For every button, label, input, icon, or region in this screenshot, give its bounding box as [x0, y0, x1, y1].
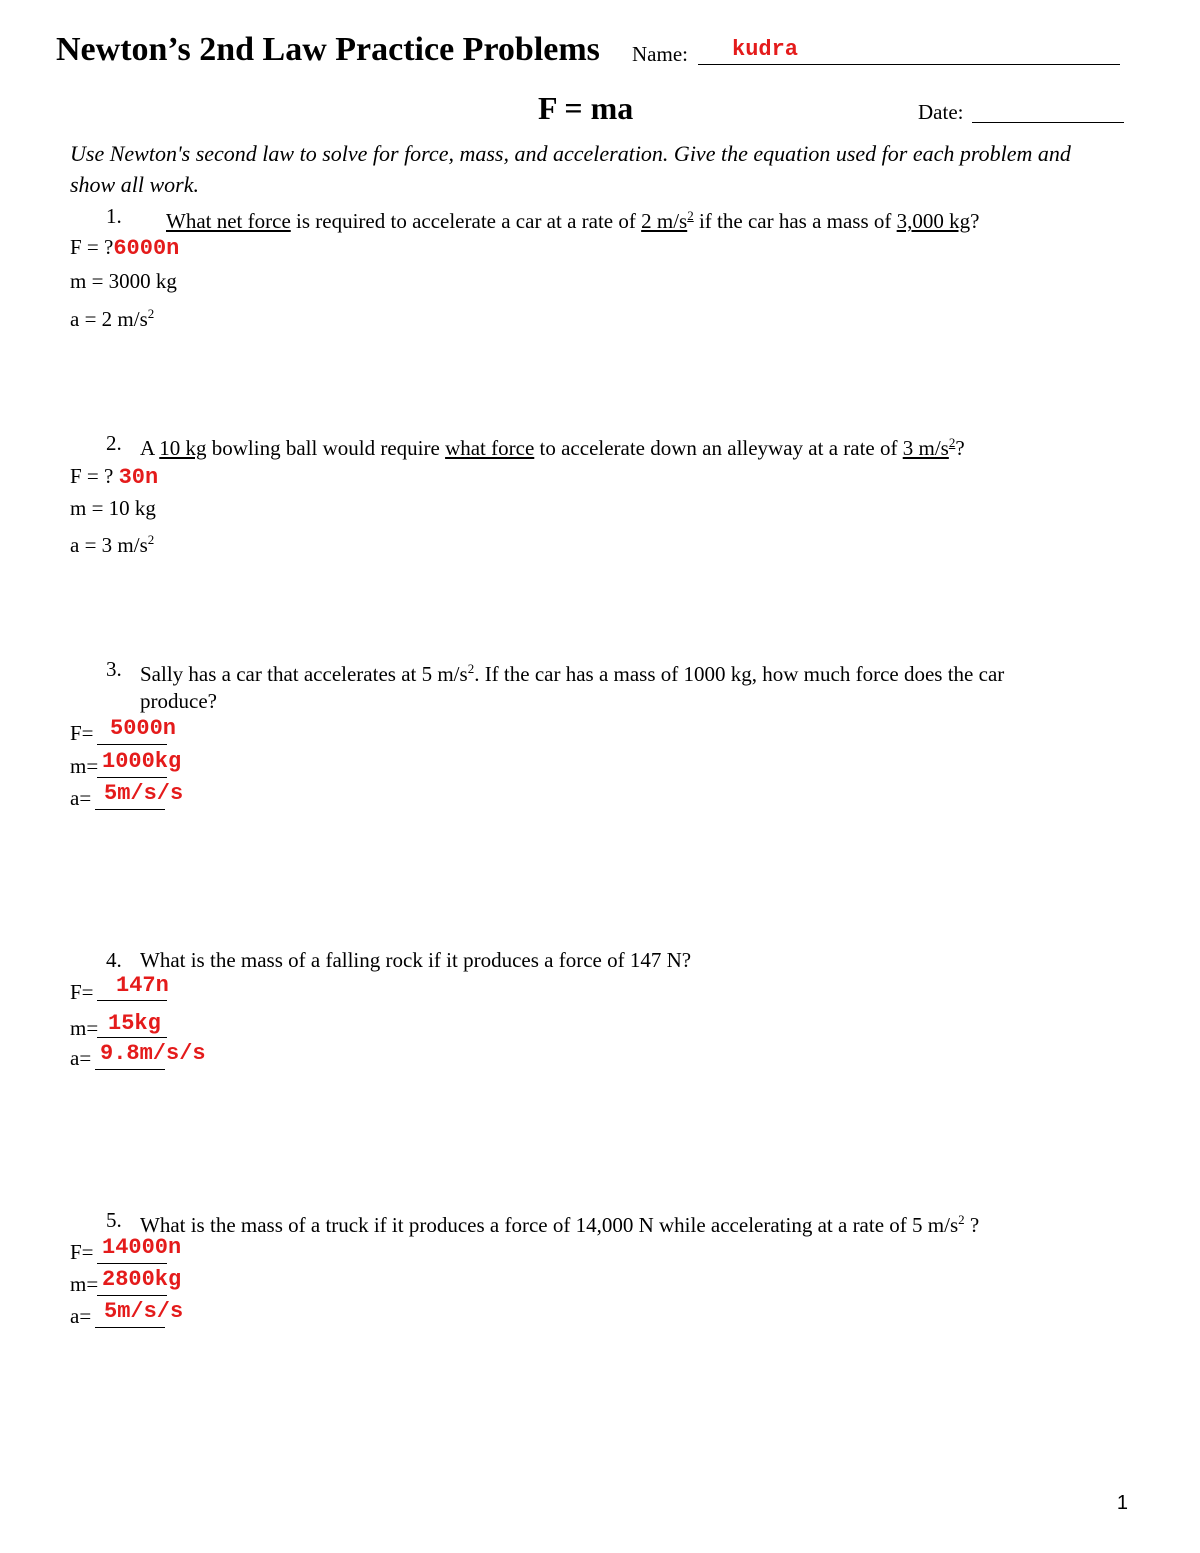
- problem-number: 1.: [106, 204, 122, 228]
- problem-number: 2.: [106, 431, 122, 455]
- work-line: F= 5000n: [70, 717, 94, 749]
- answer: 1000kg: [102, 749, 182, 774]
- problem-number: 3.: [106, 657, 122, 681]
- problem-text-line2: produce?: [140, 689, 217, 713]
- work-line: m= 1000kg: [70, 750, 98, 782]
- name-underline: [698, 64, 1120, 65]
- work-line: a= 5m/s/s: [70, 782, 91, 814]
- work-line: F = ?6000n: [70, 235, 180, 261]
- problem-number: 4.: [106, 948, 122, 972]
- date-field: [918, 98, 1124, 126]
- answer: 15kg: [108, 1011, 161, 1036]
- answer: 5m/s/s: [104, 781, 184, 806]
- work-line: F= 147n: [70, 976, 94, 1008]
- work-line: m = 10 kg: [70, 496, 156, 520]
- problem-text: What net force is required to accelerate a car at a rate of 2 $m/s^2$ if the car has a mass of 3,000 kg?: [166, 208, 980, 233]
- work-line: F= 14000n: [70, 1236, 94, 1268]
- work-line: m= 2800kg: [70, 1268, 98, 1300]
- work-line: m= 15kg: [70, 1012, 98, 1044]
- page-number: 1: [1116, 1492, 1128, 1514]
- work-line: m = 3000 kg: [70, 269, 177, 293]
- answer: 6000n: [113, 236, 180, 261]
- page-title: Newton’s 2nd Law Practice Problems: [56, 31, 600, 68]
- instructions: Use Newton's second law to solve for force, mass, and acceleration. Give the equation used for each problem and show all work.: [70, 141, 1071, 197]
- answer-underline: [95, 809, 165, 810]
- work-line: a= 9.8m/s/s: [70, 1042, 91, 1074]
- formula-heading: F = ma: [538, 90, 634, 126]
- answer: 5m/s/s: [104, 1299, 184, 1324]
- problem-text: What is the mass of a truck if it produces a force of 14,000 N while accelerating at a rate of 5 $m/s^2$ ?: [140, 1212, 980, 1237]
- answer-underline: [95, 1327, 165, 1328]
- name-label: Name:: [632, 42, 688, 66]
- problem-number: 5.: [106, 1208, 122, 1232]
- answer: 9.8m/s/s: [100, 1041, 206, 1066]
- date-label: Date:: [918, 100, 964, 124]
- answer-underline: [97, 744, 167, 745]
- work-line: a = 3 $m/s^2$: [70, 532, 155, 557]
- date-underline: [972, 122, 1124, 123]
- work-line: F = ? 30n: [70, 464, 159, 490]
- answer: 30n: [118, 465, 159, 490]
- answer: 2800kg: [102, 1267, 182, 1292]
- problem-text: A 10 kg bowling ball would require what force to accelerate down an alleyway at a rate of 3 $m/s^2$?: [140, 435, 965, 460]
- answer-underline: [97, 1000, 167, 1001]
- problem-text: What is the mass of a falling rock if it produces a force of 147 N?: [140, 948, 692, 972]
- work-line: a = 2 $m/s^2$: [70, 306, 155, 331]
- problem-text: Sally has a car that accelerates at 5 $m/s^2$. If the car has a mass of 1000 kg, how much force does the car: [140, 661, 1005, 686]
- answer: 5000n: [110, 716, 177, 741]
- answer: 14000n: [102, 1235, 182, 1260]
- answer: 147n: [116, 973, 169, 998]
- work-line: a= 5m/s/s: [70, 1300, 91, 1332]
- name-value: kudra: [732, 37, 799, 62]
- name-field: [632, 37, 1122, 68]
- answer-underline: [95, 1069, 165, 1070]
